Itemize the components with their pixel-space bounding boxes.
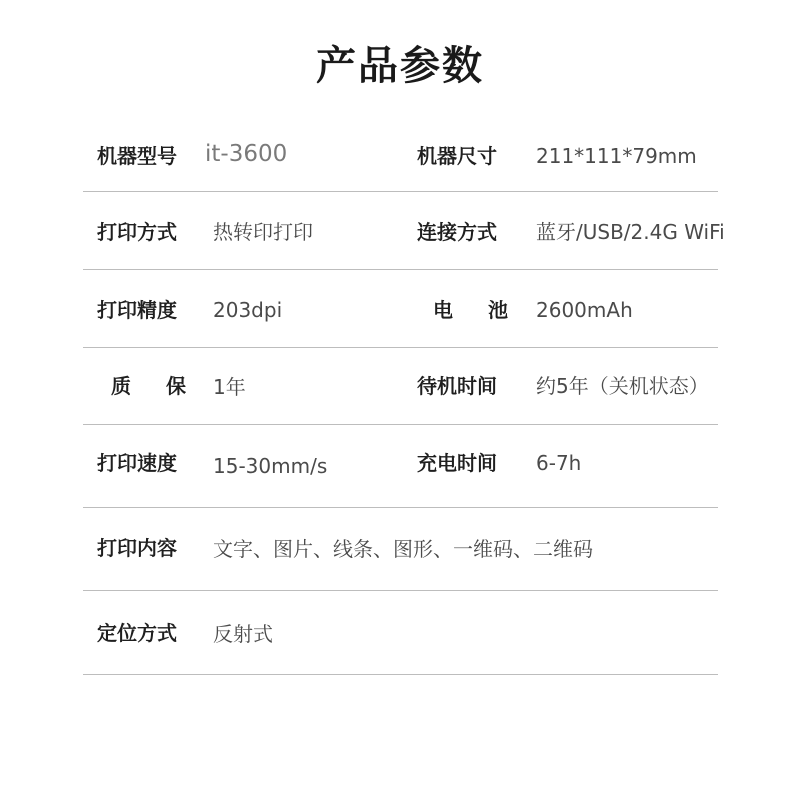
spec-label-print-content: 打印内容 — [97, 536, 177, 560]
spec-label-print-method: 打印方式 — [97, 220, 177, 244]
spec-value-speed: 15-30mm/s — [213, 454, 328, 478]
spec-value-charging: 6-7h — [536, 451, 582, 475]
spec-table — [83, 116, 725, 675]
spec-row-warranty-standby — [83, 348, 718, 425]
spec-value-print-content: 文字、图片、线条、图形、一维码、二维码 — [213, 537, 593, 561]
spec-label-battery: 电 池 — [433, 298, 522, 322]
spec-value-standby: 约5年（关机状态） — [536, 374, 709, 398]
page-title: 产品参数 — [316, 43, 484, 89]
spec-label-warranty: 质 保 — [111, 374, 200, 398]
spec-value-resolution: 203dpi — [213, 298, 283, 322]
spec-label-size: 机器尺寸 — [417, 144, 497, 168]
spec-label-model: 机器型号 — [97, 144, 177, 168]
spec-value-positioning: 反射式 — [213, 622, 273, 646]
spec-row-model-size — [83, 116, 718, 192]
spec-label-connection: 连接方式 — [417, 220, 497, 244]
spec-label-charging: 充电时间 — [417, 451, 497, 475]
spec-label-standby: 待机时间 — [417, 374, 497, 398]
spec-value-print-method: 热转印打印 — [213, 220, 313, 244]
spec-value-battery: 2600mAh — [536, 298, 633, 322]
spec-row-resolution-battery — [83, 270, 718, 348]
spec-value-warranty: 1年 — [213, 375, 246, 399]
spec-row-print-content — [83, 508, 718, 591]
spec-label-resolution: 打印精度 — [97, 298, 177, 322]
spec-value-connection: 蓝牙/USB/2.4G WiFi — [536, 220, 725, 244]
spec-row-print-method-connection — [83, 192, 725, 270]
spec-row-positioning — [83, 591, 718, 675]
spec-label-speed: 打印速度 — [97, 451, 177, 475]
spec-value-model: it-3600 — [205, 141, 288, 167]
spec-value-size: 211*111*79mm — [536, 144, 697, 168]
spec-row-speed-charging — [83, 425, 718, 508]
spec-label-positioning: 定位方式 — [97, 621, 177, 645]
